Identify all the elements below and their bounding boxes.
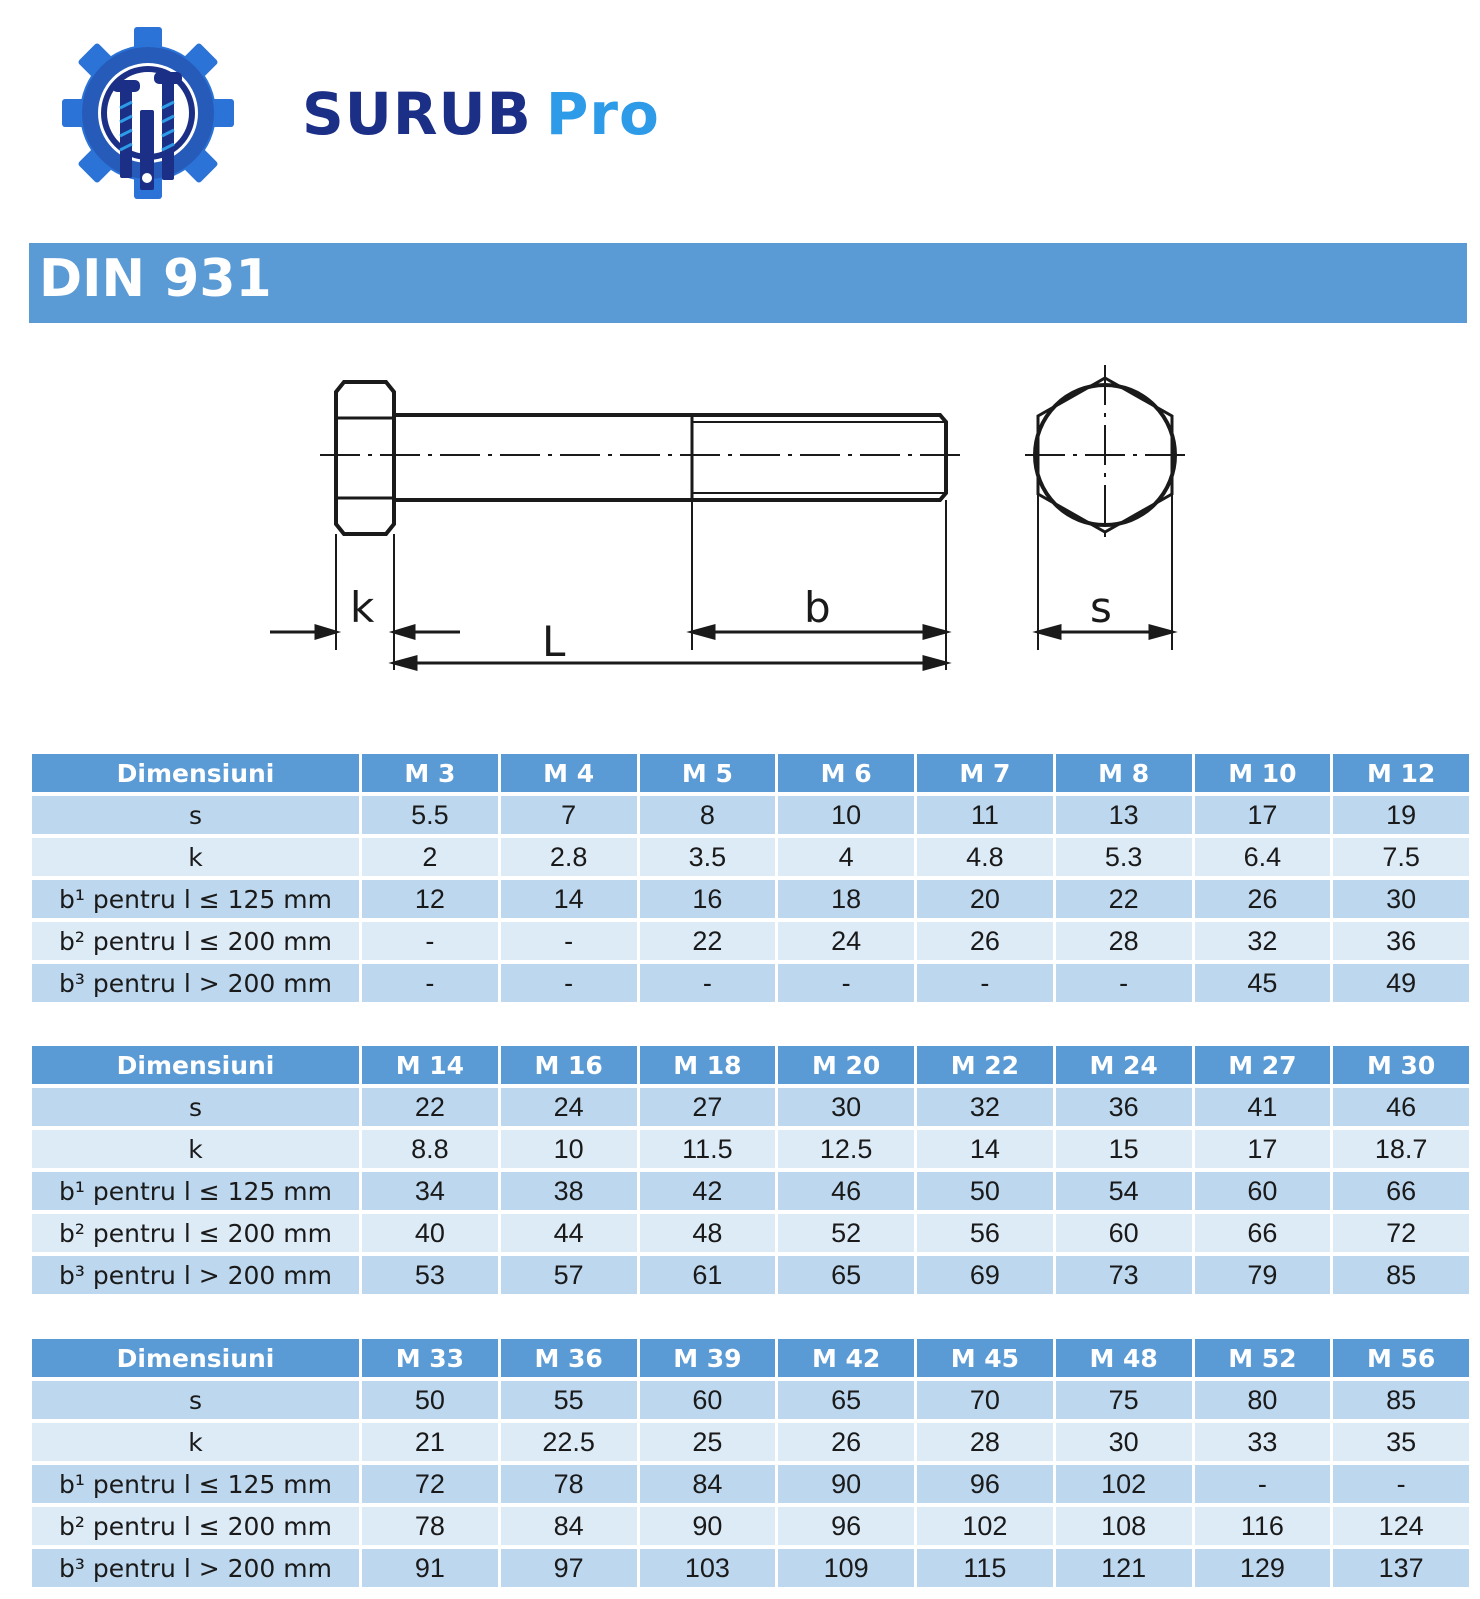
value-cell: 21 <box>362 1423 498 1461</box>
value-cell: 90 <box>640 1507 776 1545</box>
value-cell: 103 <box>640 1549 776 1587</box>
value-cell: 17 <box>1195 796 1331 834</box>
header-cell: M 16 <box>501 1046 637 1084</box>
value-cell: 60 <box>640 1381 776 1419</box>
value-cell: 24 <box>501 1088 637 1126</box>
value-cell: 20 <box>917 880 1053 918</box>
value-cell: 115 <box>917 1549 1053 1587</box>
row-label: b³ pentru l > 200 mm <box>32 1549 359 1587</box>
value-cell: 2.8 <box>501 838 637 876</box>
value-cell: 66 <box>1195 1214 1331 1252</box>
header-cell: Dimensiuni <box>32 1046 359 1084</box>
value-cell: - <box>1195 1465 1331 1503</box>
value-cell: 96 <box>778 1507 914 1545</box>
value-cell: 90 <box>778 1465 914 1503</box>
value-cell: 27 <box>640 1088 776 1126</box>
value-cell: 78 <box>501 1465 637 1503</box>
value-cell: 11.5 <box>640 1130 776 1168</box>
value-cell: - <box>1056 964 1192 1002</box>
header-cell: Dimensiuni <box>32 1339 359 1377</box>
value-cell: 80 <box>1195 1381 1331 1419</box>
value-cell: 32 <box>917 1088 1053 1126</box>
header-cell: M 4 <box>501 754 637 792</box>
value-cell: 30 <box>778 1088 914 1126</box>
value-cell: - <box>501 964 637 1002</box>
value-cell: 8 <box>640 796 776 834</box>
header-cell: M 27 <box>1195 1046 1331 1084</box>
value-cell: 30 <box>1333 880 1469 918</box>
value-cell: 56 <box>917 1214 1053 1252</box>
header-cell: M 42 <box>778 1339 914 1377</box>
value-cell: 97 <box>501 1549 637 1587</box>
value-cell: 5.5 <box>362 796 498 834</box>
header-cell: M 18 <box>640 1046 776 1084</box>
value-cell: 78 <box>362 1507 498 1545</box>
title-bar <box>29 243 1467 323</box>
value-cell: 121 <box>1056 1549 1192 1587</box>
dimension-label-l: L <box>542 617 566 666</box>
value-cell: 26 <box>778 1423 914 1461</box>
header-cell: M 7 <box>917 754 1053 792</box>
value-cell: 6.4 <box>1195 838 1331 876</box>
value-cell: 18 <box>778 880 914 918</box>
header-cell: M 39 <box>640 1339 776 1377</box>
header-cell: M 24 <box>1056 1046 1192 1084</box>
value-cell: 108 <box>1056 1507 1192 1545</box>
value-cell: 38 <box>501 1172 637 1210</box>
value-cell: 16 <box>640 880 776 918</box>
value-cell: 22.5 <box>501 1423 637 1461</box>
value-cell: 75 <box>1056 1381 1192 1419</box>
value-cell: 129 <box>1195 1549 1331 1587</box>
dimension-label-k: k <box>350 583 375 632</box>
header-cell: M 52 <box>1195 1339 1331 1377</box>
table-row <box>32 880 1469 918</box>
table-header-row <box>32 1046 1469 1084</box>
dimension-label-s: s <box>1090 583 1112 632</box>
value-cell: - <box>917 964 1053 1002</box>
value-cell: 26 <box>1195 880 1331 918</box>
row-label: b³ pentru l > 200 mm <box>32 1256 359 1294</box>
table-row <box>32 1423 1469 1461</box>
brand-name <box>302 80 660 148</box>
header-cell: Dimensiuni <box>32 754 359 792</box>
value-cell: 57 <box>501 1256 637 1294</box>
value-cell: 34 <box>362 1172 498 1210</box>
value-cell: 54 <box>1056 1172 1192 1210</box>
table-row <box>32 922 1469 960</box>
value-cell: 36 <box>1056 1088 1192 1126</box>
table-row <box>32 1172 1469 1210</box>
value-cell: 22 <box>640 922 776 960</box>
value-cell: 28 <box>917 1423 1053 1461</box>
row-label: s <box>32 796 359 834</box>
value-cell: 11 <box>917 796 1053 834</box>
header-cell: M 3 <box>362 754 498 792</box>
value-cell: 8.8 <box>362 1130 498 1168</box>
header-cell: M 20 <box>778 1046 914 1084</box>
header-cell: M 33 <box>362 1339 498 1377</box>
value-cell: 36 <box>1333 922 1469 960</box>
value-cell: 84 <box>501 1507 637 1545</box>
value-cell: 45 <box>1195 964 1331 1002</box>
table-row <box>32 1465 1469 1503</box>
value-cell: 18.7 <box>1333 1130 1469 1168</box>
dimensions-table-1 <box>29 750 1472 1006</box>
value-cell: 10 <box>501 1130 637 1168</box>
value-cell: 4 <box>778 838 914 876</box>
header-cell: M 45 <box>917 1339 1053 1377</box>
value-cell: 46 <box>778 1172 914 1210</box>
value-cell: 5.3 <box>1056 838 1192 876</box>
header-cell: M 30 <box>1333 1046 1469 1084</box>
dimensions-table-3 <box>29 1335 1472 1591</box>
value-cell: - <box>1333 1465 1469 1503</box>
table-row <box>32 1214 1469 1252</box>
value-cell: 3.5 <box>640 838 776 876</box>
header-cell: M 5 <box>640 754 776 792</box>
header-cell: M 36 <box>501 1339 637 1377</box>
header-cell: M 10 <box>1195 754 1331 792</box>
value-cell: 69 <box>917 1256 1053 1294</box>
value-cell: 46 <box>1333 1088 1469 1126</box>
bolt-technical-drawing <box>260 360 1220 690</box>
value-cell: - <box>362 964 498 1002</box>
value-cell: 66 <box>1333 1172 1469 1210</box>
value-cell: 41 <box>1195 1088 1331 1126</box>
value-cell: 7 <box>501 796 637 834</box>
row-label: b² pentru l ≤ 200 mm <box>32 1214 359 1252</box>
value-cell: 12.5 <box>778 1130 914 1168</box>
value-cell: 102 <box>917 1507 1053 1545</box>
value-cell: 19 <box>1333 796 1469 834</box>
row-label: b² pentru l ≤ 200 mm <box>32 922 359 960</box>
row-label: k <box>32 838 359 876</box>
value-cell: 32 <box>1195 922 1331 960</box>
table-row <box>32 1088 1469 1126</box>
value-cell: - <box>778 964 914 1002</box>
value-cell: 22 <box>1056 880 1192 918</box>
table-row <box>32 1381 1469 1419</box>
value-cell: 4.8 <box>917 838 1053 876</box>
value-cell: 52 <box>778 1214 914 1252</box>
value-cell: 85 <box>1333 1256 1469 1294</box>
value-cell: 116 <box>1195 1507 1331 1545</box>
row-label: k <box>32 1423 359 1461</box>
value-cell: 61 <box>640 1256 776 1294</box>
row-label: b¹ pentru l ≤ 125 mm <box>32 880 359 918</box>
row-label: s <box>32 1088 359 1126</box>
brand-logo <box>58 18 660 208</box>
table-row <box>32 1256 1469 1294</box>
value-cell: 49 <box>1333 964 1469 1002</box>
table-row <box>32 1130 1469 1168</box>
value-cell: 91 <box>362 1549 498 1587</box>
value-cell: 26 <box>917 922 1053 960</box>
table-row <box>32 1549 1469 1587</box>
value-cell: 53 <box>362 1256 498 1294</box>
value-cell: - <box>640 964 776 1002</box>
page-title: DIN 931 <box>39 249 272 309</box>
table-header-row <box>32 754 1469 792</box>
value-cell: 14 <box>917 1130 1053 1168</box>
value-cell: 7.5 <box>1333 838 1469 876</box>
row-label: b³ pentru l > 200 mm <box>32 964 359 1002</box>
value-cell: 33 <box>1195 1423 1331 1461</box>
brand-name-part1: SURUB <box>302 80 532 148</box>
value-cell: 40 <box>362 1214 498 1252</box>
value-cell: 30 <box>1056 1423 1192 1461</box>
value-cell: 85 <box>1333 1381 1469 1419</box>
value-cell: 109 <box>778 1549 914 1587</box>
value-cell: 10 <box>778 796 914 834</box>
value-cell: 70 <box>917 1381 1053 1419</box>
bolt-shank <box>394 415 946 500</box>
value-cell: 17 <box>1195 1130 1331 1168</box>
value-cell: 73 <box>1056 1256 1192 1294</box>
row-label: s <box>32 1381 359 1419</box>
header-cell: M 22 <box>917 1046 1053 1084</box>
header-cell: M 48 <box>1056 1339 1192 1377</box>
bolt-head-side <box>336 382 394 534</box>
value-cell: 2 <box>362 838 498 876</box>
header-cell: M 8 <box>1056 754 1192 792</box>
value-cell: 55 <box>501 1381 637 1419</box>
value-cell: 72 <box>1333 1214 1469 1252</box>
header-cell: M 6 <box>778 754 914 792</box>
value-cell: 50 <box>917 1172 1053 1210</box>
header-cell: M 56 <box>1333 1339 1469 1377</box>
value-cell: 15 <box>1056 1130 1192 1168</box>
value-cell: 65 <box>778 1256 914 1294</box>
value-cell: 35 <box>1333 1423 1469 1461</box>
row-label: b¹ pentru l ≤ 125 mm <box>32 1465 359 1503</box>
dimension-label-b: b <box>804 583 831 632</box>
row-label: b² pentru l ≤ 200 mm <box>32 1507 359 1545</box>
value-cell: 96 <box>917 1465 1053 1503</box>
value-cell: 42 <box>640 1172 776 1210</box>
value-cell: 48 <box>640 1214 776 1252</box>
header-cell: M 14 <box>362 1046 498 1084</box>
value-cell: 84 <box>640 1465 776 1503</box>
brand-name-part2: Pro <box>545 80 660 148</box>
row-label: k <box>32 1130 359 1168</box>
value-cell: 124 <box>1333 1507 1469 1545</box>
table-row <box>32 838 1469 876</box>
value-cell: - <box>362 922 498 960</box>
table-row <box>32 796 1469 834</box>
value-cell: 25 <box>640 1423 776 1461</box>
table-row <box>32 1507 1469 1545</box>
value-cell: 72 <box>362 1465 498 1503</box>
value-cell: 50 <box>362 1381 498 1419</box>
value-cell: 13 <box>1056 796 1192 834</box>
value-cell: 60 <box>1195 1172 1331 1210</box>
table-row <box>32 964 1469 1002</box>
dimensions-table-2 <box>29 1042 1472 1298</box>
value-cell: 65 <box>778 1381 914 1419</box>
value-cell: 102 <box>1056 1465 1192 1503</box>
value-cell: 14 <box>501 880 637 918</box>
value-cell: 60 <box>1056 1214 1192 1252</box>
value-cell: 12 <box>362 880 498 918</box>
value-cell: 137 <box>1333 1549 1469 1587</box>
table-header-row <box>32 1339 1469 1377</box>
row-label: b¹ pentru l ≤ 125 mm <box>32 1172 359 1210</box>
value-cell: 24 <box>778 922 914 960</box>
gear-screws-icon <box>58 18 248 208</box>
value-cell: 22 <box>362 1088 498 1126</box>
value-cell: 79 <box>1195 1256 1331 1294</box>
value-cell: 28 <box>1056 922 1192 960</box>
value-cell: 44 <box>501 1214 637 1252</box>
header-cell: M 12 <box>1333 754 1469 792</box>
value-cell: - <box>501 922 637 960</box>
